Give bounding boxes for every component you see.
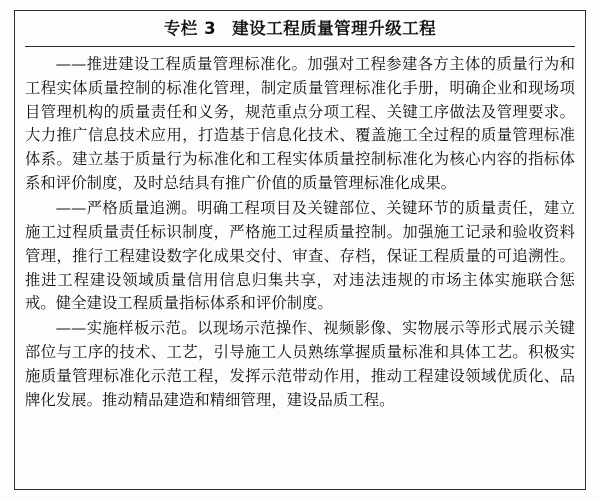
callout-title	[25, 19, 575, 39]
callout-title-heading: 建设工程质量管理升级工程	[232, 19, 437, 38]
callout-body	[25, 53, 575, 413]
paragraph: ——实施样板示范。以现场示范操作、视频影像、实物展示等形式展示关键部位与工序的技术、工艺，引导施工人员熟练掌握质量标准和具体工艺。积极实施质量管理标准化示范工程，发挥示范带动作用，推动工程建设领域优质化、品牌化发展。推动精品建造和精细管理，建设品质工程。	[25, 319, 575, 409]
paragraph: ——严格质量追溯。明确工程项目及关键部位、关键环节的质量责任，建立施工过程质量责任标识制度，严格施工过程质量控制。加强施工记录和验收资料管理，推行工程建设数字化成果交付、审查、存档，保证工程质量的可追溯性。推进工程建设领域质量信用信息归集共享，对违法违规的市场主体实施联合惩戒。健全建设工程质量指标体系和评价制度。	[25, 198, 575, 313]
callout-title-label: 专栏 3	[163, 19, 217, 38]
callout-title-bar	[25, 19, 575, 47]
callout-box	[14, 10, 586, 490]
paragraph: ——推进建设工程质量管理标准化。加强对工程参建各方主体的质量行为和工程实体质量控制的标准化管理，制定质量管理标准化手册，明确企业和现场项目管理机构的质量责任和义务，规范重点分项工程、关键工序做法及管理要求。大力推广信息技术应用，打造基于信息化技术、覆盖施工全过程的质量管理标准体系。建立基于质量行为标准化和工程实体质量控制标准化为核心内容的指标体系和评价制度，及时总结具有推广价值的质量管理标准化成果。	[25, 54, 575, 193]
